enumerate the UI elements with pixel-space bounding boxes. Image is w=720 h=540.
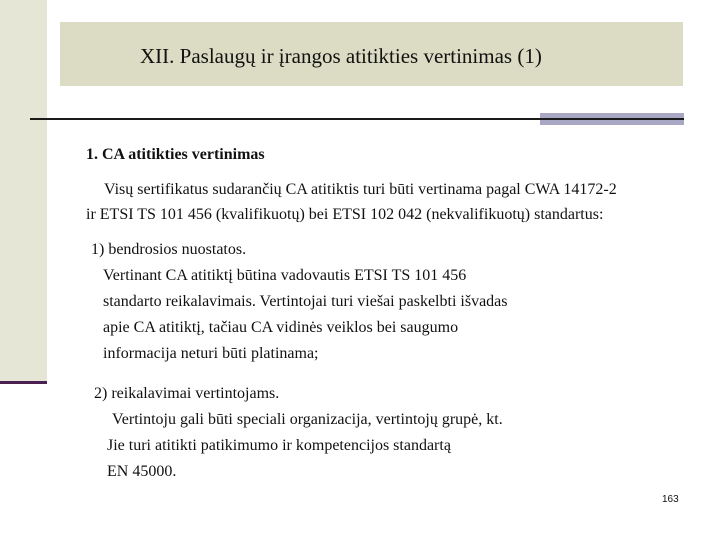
page-number: 163 [662, 494, 679, 505]
item1-line-3: apie CA atitiktį, tačiau CA vidinės veiklos bei saugumo [103, 319, 459, 336]
intro-line-1: Visų sertifikatus sudarančių CA atitiktis turi būti vertinama pagal CWA 14172-2 [104, 181, 617, 198]
item1-line-4: informacija neturi būti platinama; [103, 345, 319, 362]
intro-line-2: ir ETSI TS 101 456 (kvalifikuotų) bei ETSI 102 042 (nekvalifikuotų) standartus: [86, 206, 604, 223]
left-decor-bar [0, 0, 47, 381]
item1-label: 1) bendrosios nuostatos. [91, 241, 247, 258]
item2-label: 2) reikalavimai vertintojams. [94, 385, 280, 402]
item2-line-1: Vertintoju gali būti speciali organizacija, vertintojų grupė, kt. [112, 411, 503, 428]
item1-line-2: standarto reikalavimais. Vertintojai turi viešai paskelbti išvadas [103, 293, 508, 310]
slide-title: XII. Paslaugų ir įrangos atitikties vertinimas (1) [140, 44, 542, 68]
title-accent-rule [540, 118, 684, 120]
item2-line-3: EN 45000. [107, 463, 177, 480]
item1-line-1: Vertinant CA atitiktį būtina vadovautis ETSI TS 101 456 [103, 267, 467, 284]
section-heading: 1. CA atitikties vertinimas [86, 146, 265, 163]
item2-line-2: Jie turi atitikti patikimumo ir kompetencijos standartą [107, 437, 451, 454]
left-decor-line [0, 381, 47, 384]
